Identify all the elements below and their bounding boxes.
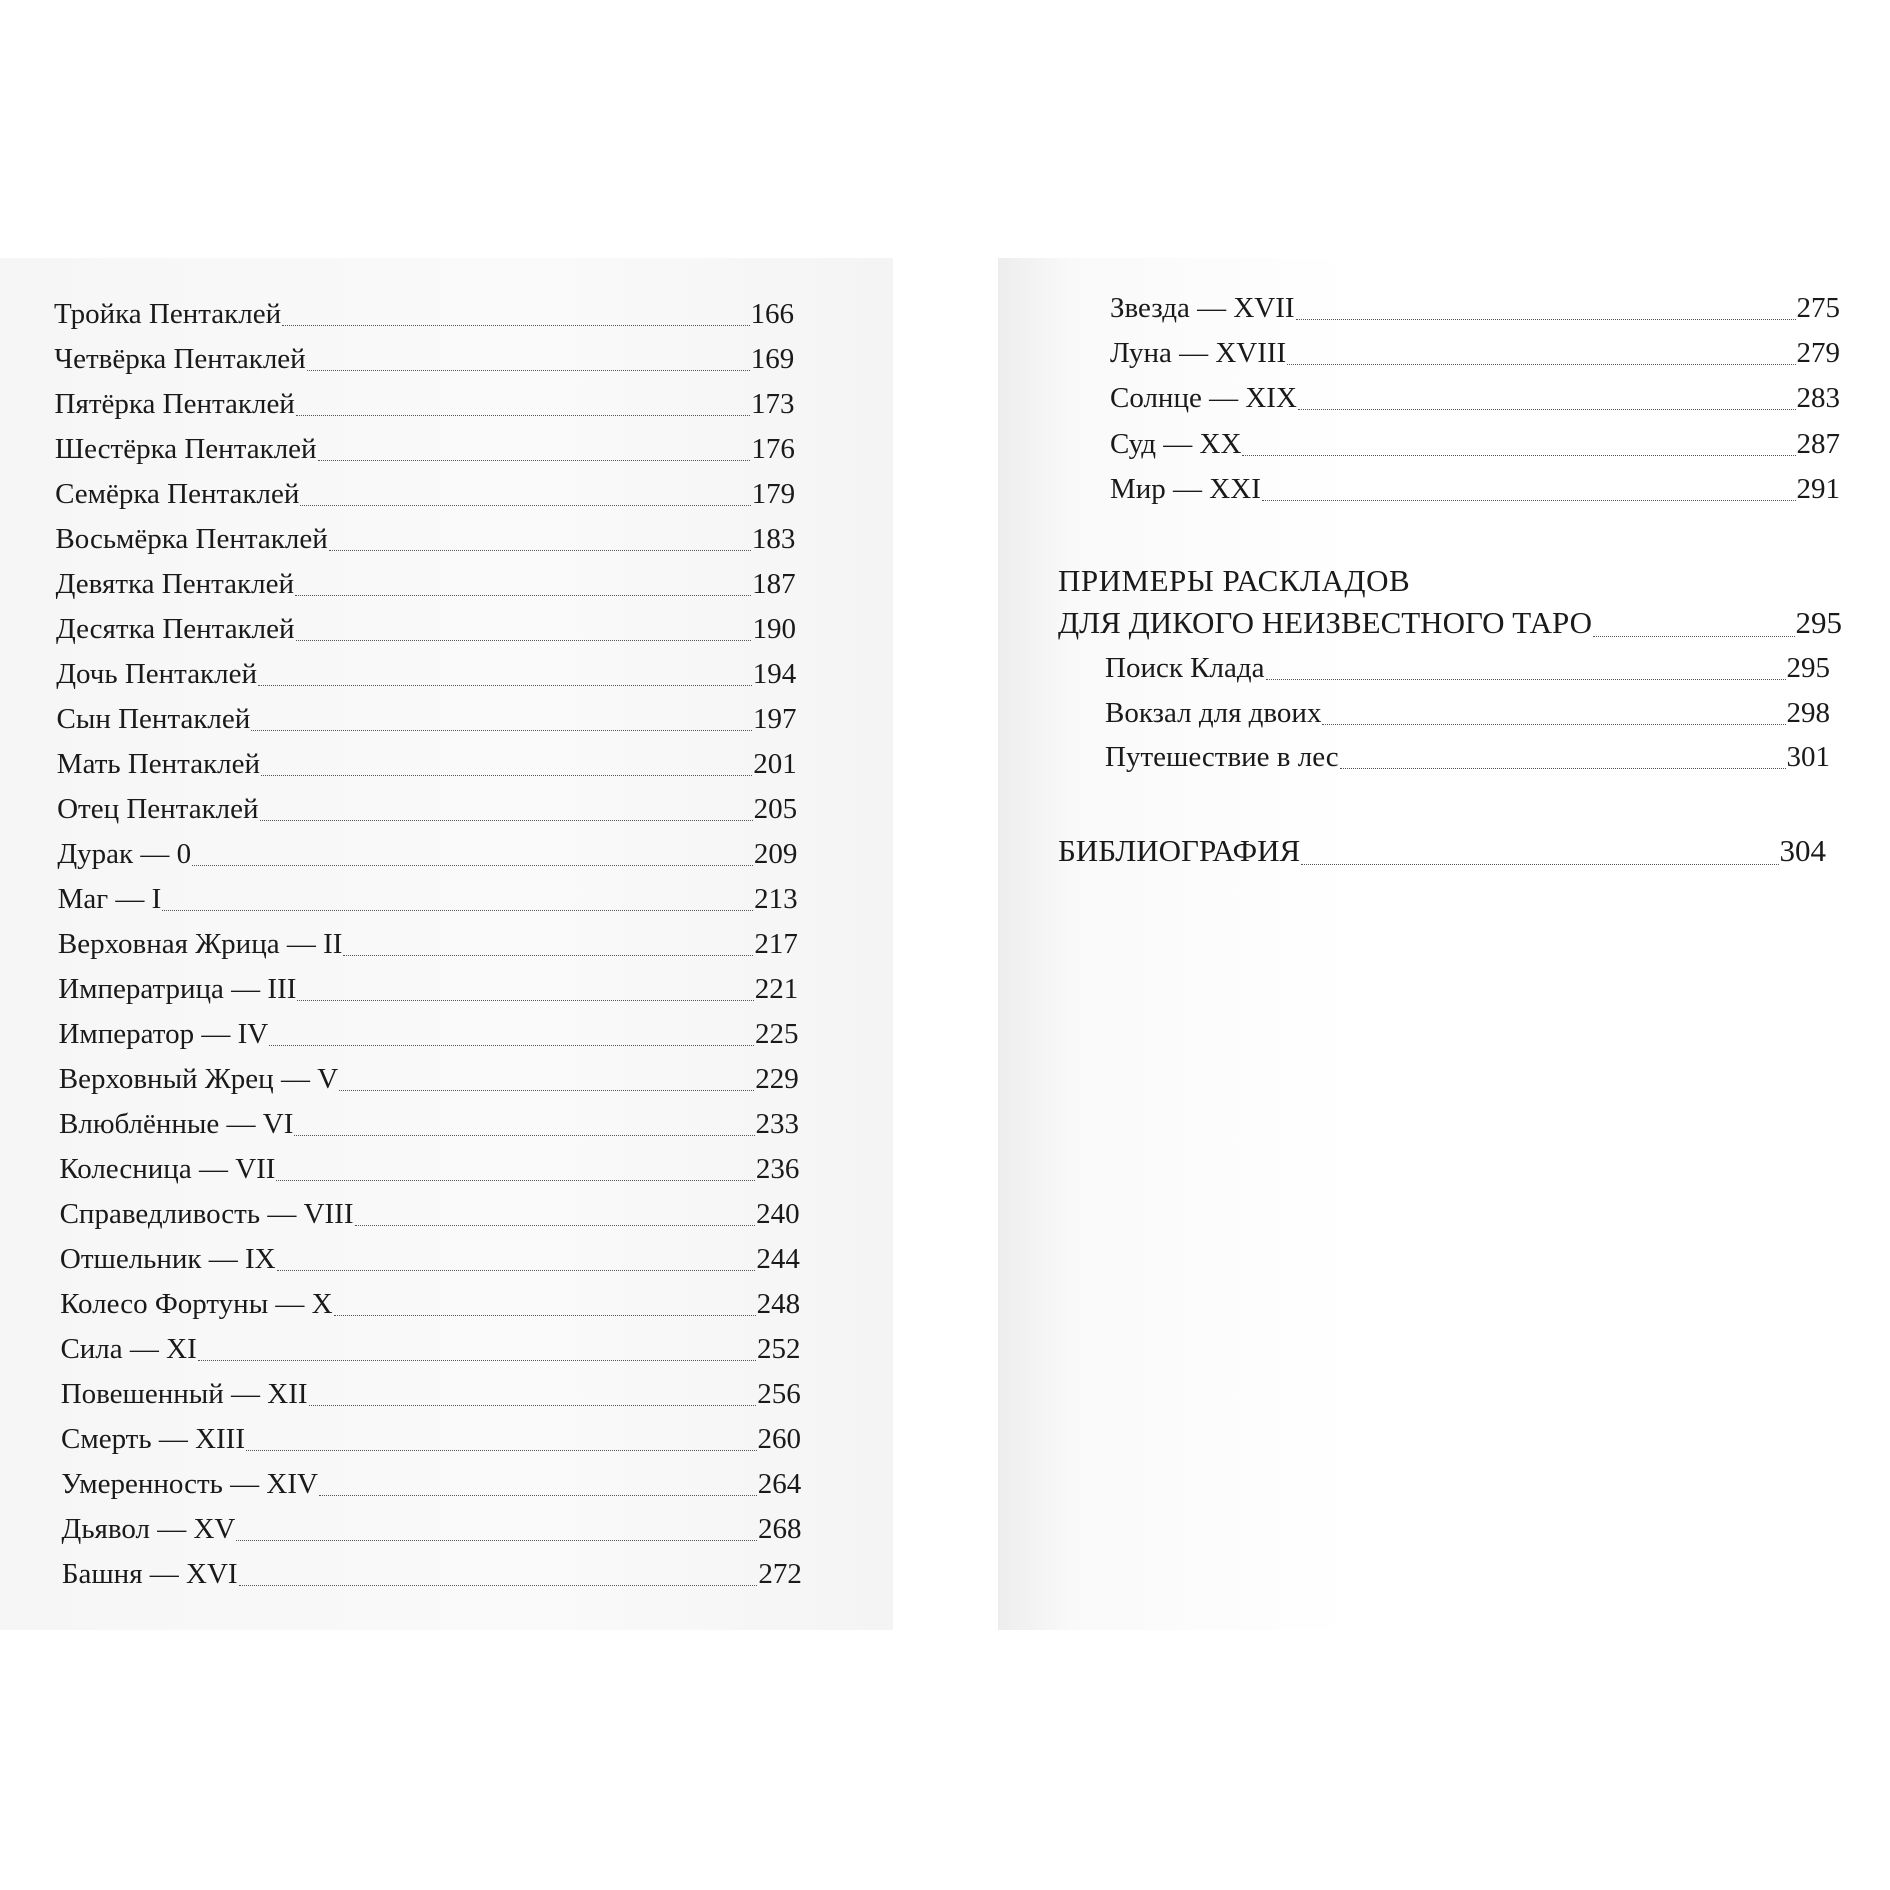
toc-entry-title: Сын Пентаклей bbox=[56, 703, 251, 735]
dot-leader bbox=[277, 1270, 756, 1271]
toc-entry-title: Верховный Жрец — V bbox=[58, 1063, 339, 1095]
spreads-heading-line1: ПРИМЕРЫ РАСКЛАДОВ bbox=[1058, 563, 1411, 598]
toc-entry-page: 173 bbox=[751, 388, 795, 420]
toc-entry bbox=[61, 1467, 801, 1501]
bibliography-entry bbox=[1058, 832, 1826, 870]
dot-leader bbox=[251, 730, 752, 731]
bibliography-title: БИБЛИОГРАФИЯ bbox=[1058, 833, 1301, 868]
dot-leader bbox=[1296, 319, 1796, 320]
toc-entry-page: 236 bbox=[755, 1153, 800, 1185]
dot-leader bbox=[282, 325, 749, 326]
toc-entry-title: Колесо Фортуны — X bbox=[60, 1288, 333, 1320]
toc-entry bbox=[55, 522, 795, 556]
toc-entry-title: Влюблённые — VI bbox=[59, 1108, 294, 1140]
dot-leader bbox=[276, 1180, 754, 1181]
toc-entry-title: Звезда — XVII bbox=[1110, 292, 1295, 324]
toc-entry bbox=[58, 1017, 798, 1051]
dot-leader bbox=[1242, 455, 1795, 456]
toc-entry-page: 221 bbox=[754, 973, 799, 1005]
toc-entry-title: Семёрка Пентаклей bbox=[55, 478, 300, 510]
dot-leader bbox=[269, 1045, 754, 1046]
toc-entry bbox=[54, 297, 794, 331]
toc-entry bbox=[56, 657, 796, 691]
toc-entry bbox=[1105, 651, 1830, 685]
dot-leader bbox=[355, 1225, 756, 1226]
toc-entry bbox=[59, 1107, 799, 1141]
toc-entry bbox=[61, 1377, 801, 1411]
toc-entry bbox=[1110, 291, 1840, 325]
dot-leader bbox=[329, 550, 751, 551]
toc-entry bbox=[61, 1422, 801, 1456]
toc-entry-page: 166 bbox=[750, 298, 794, 330]
toc-entry bbox=[55, 477, 795, 511]
toc-entry bbox=[57, 792, 797, 826]
dot-leader bbox=[307, 370, 750, 371]
dot-leader bbox=[198, 1360, 756, 1361]
toc-entry-page: 256 bbox=[757, 1378, 801, 1410]
toc-entry bbox=[1105, 740, 1830, 774]
toc-entry-page: 298 bbox=[1786, 696, 1830, 729]
toc-entry-title: Луна — XVIII bbox=[1110, 337, 1287, 370]
toc-entry-page: 217 bbox=[754, 928, 798, 960]
toc-entry-page: 190 bbox=[752, 613, 796, 645]
dot-leader bbox=[162, 910, 753, 911]
toc-entry-page: 252 bbox=[756, 1333, 801, 1365]
toc-entry-title: Смерть — XIII bbox=[61, 1423, 245, 1455]
toc-entry-page: 272 bbox=[758, 1558, 802, 1590]
dot-leader bbox=[1340, 768, 1786, 769]
dot-leader bbox=[339, 1090, 754, 1091]
toc-entry-page: 287 bbox=[1796, 427, 1840, 460]
toc-entry bbox=[59, 1152, 799, 1186]
toc-entry bbox=[60, 1242, 800, 1276]
dot-leader bbox=[343, 955, 753, 956]
dot-leader bbox=[319, 1495, 757, 1496]
toc-entry-page: 225 bbox=[754, 1018, 799, 1050]
toc-entry-page: 233 bbox=[755, 1108, 800, 1140]
toc-entry-title: Мир — XXI bbox=[1110, 472, 1261, 505]
dot-leader bbox=[1287, 364, 1795, 365]
dot-leader bbox=[296, 415, 750, 416]
toc-entry-title: Восьмёрка Пентаклей bbox=[55, 523, 328, 555]
toc-entry-page: 169 bbox=[750, 343, 795, 375]
toc-entry-page: 183 bbox=[751, 523, 796, 555]
toc-entry-title: Девятка Пентаклей bbox=[55, 568, 294, 600]
toc-entry-page: 283 bbox=[1796, 382, 1840, 415]
toc-entry bbox=[1110, 427, 1840, 461]
dot-leader bbox=[296, 640, 752, 641]
toc-entry-title: Колесница — VII bbox=[59, 1153, 276, 1185]
toc-entry-page: 179 bbox=[751, 478, 796, 510]
toc-entry-page: 201 bbox=[753, 748, 797, 780]
toc-entry bbox=[58, 972, 798, 1006]
toc-entry-title: Башня — XVI bbox=[61, 1558, 238, 1590]
toc-entry-title: Тройка Пентаклей bbox=[54, 298, 282, 330]
dot-leader bbox=[239, 1585, 758, 1586]
toc-entry-title: Дьявол — XV bbox=[61, 1513, 236, 1545]
toc-entry bbox=[1110, 472, 1840, 506]
toc-entry bbox=[1110, 381, 1840, 415]
toc-entry-title: Суд — XX bbox=[1110, 427, 1242, 460]
toc-entry-title: Отец Пентаклей bbox=[57, 793, 259, 825]
toc-entry bbox=[60, 1287, 800, 1321]
toc-entry-title: Император — IV bbox=[58, 1018, 269, 1050]
toc-entry-page: 240 bbox=[756, 1198, 800, 1230]
toc-entry-title: Императрица — III bbox=[58, 973, 297, 1005]
toc-entry-title: Дочь Пентаклей bbox=[56, 658, 258, 690]
dot-leader bbox=[1301, 864, 1778, 865]
toc-entry-title: Верховная Жрица — II bbox=[57, 928, 343, 960]
toc-entry-page: 229 bbox=[755, 1063, 799, 1095]
toc-entry-page: 244 bbox=[756, 1243, 800, 1275]
toc-entry bbox=[62, 1512, 802, 1546]
toc-entry-title: Шестёрка Пентаклей bbox=[54, 433, 317, 465]
toc-entry-title: Вокзал для двоих bbox=[1105, 696, 1322, 729]
dot-leader bbox=[295, 595, 751, 596]
toc-entry bbox=[58, 882, 798, 916]
toc-entry-title: Отшельник — IX bbox=[59, 1243, 276, 1275]
toc-entry-title: Пятёрка Пентаклей bbox=[54, 388, 295, 420]
dot-leader bbox=[1298, 409, 1796, 410]
dot-leader bbox=[334, 1315, 756, 1316]
toc-entry-title: Сила — XI bbox=[60, 1333, 197, 1365]
toc-entry bbox=[1110, 336, 1840, 370]
dot-leader bbox=[261, 775, 752, 776]
dot-leader bbox=[294, 1135, 754, 1136]
spreads-heading-entry bbox=[1058, 604, 1842, 642]
toc-entry bbox=[57, 747, 797, 781]
toc-entry bbox=[57, 837, 797, 871]
dot-leader bbox=[318, 460, 751, 461]
toc-entry-page: 197 bbox=[753, 703, 797, 735]
toc-entry bbox=[58, 927, 798, 961]
toc-entry-title: Повешенный — XII bbox=[60, 1378, 308, 1410]
toc-entry bbox=[56, 567, 796, 601]
dot-leader bbox=[246, 1450, 757, 1451]
toc-entry-title: Маг — I bbox=[57, 883, 162, 915]
dot-leader bbox=[1262, 500, 1796, 501]
spreads-heading-page: 295 bbox=[1795, 605, 1842, 640]
dot-leader bbox=[236, 1540, 757, 1541]
toc-entry bbox=[1105, 696, 1830, 730]
toc-entry bbox=[54, 342, 794, 376]
toc-entry-page: 248 bbox=[756, 1288, 801, 1320]
toc-entry-page: 176 bbox=[751, 433, 795, 465]
toc-entry-page: 279 bbox=[1796, 337, 1840, 370]
dot-leader bbox=[1322, 724, 1785, 725]
toc-entry-title: Поиск Клада bbox=[1105, 652, 1265, 684]
toc-entry-title: Десятка Пентаклей bbox=[55, 613, 295, 645]
toc-entry-page: 187 bbox=[752, 568, 796, 600]
toc-entry bbox=[62, 1557, 802, 1591]
dot-leader bbox=[297, 1000, 753, 1001]
toc-entry-title: Умеренность — XIV bbox=[61, 1468, 318, 1500]
dot-leader bbox=[192, 865, 753, 866]
toc-entry-title: Путешествие в лес bbox=[1105, 741, 1339, 773]
toc-entry-page: 291 bbox=[1796, 472, 1840, 505]
toc-entry bbox=[57, 702, 797, 736]
right-page bbox=[998, 258, 1890, 1630]
toc-entry-page: 209 bbox=[753, 838, 798, 870]
toc-entry-page: 301 bbox=[1786, 741, 1830, 773]
toc-entry-page: 268 bbox=[758, 1513, 802, 1545]
dot-leader bbox=[260, 820, 753, 821]
dot-leader bbox=[258, 685, 752, 686]
toc-entry-page: 275 bbox=[1796, 292, 1840, 324]
toc-entry-page: 194 bbox=[752, 658, 797, 690]
toc-entry-page: 205 bbox=[753, 793, 798, 825]
dot-leader bbox=[300, 505, 750, 506]
toc-entry-page: 295 bbox=[1786, 652, 1830, 684]
toc-entry bbox=[59, 1062, 799, 1096]
toc-entry-title: Четвёрка Пентаклей bbox=[54, 343, 306, 375]
toc-entry bbox=[55, 432, 795, 466]
toc-entry-page: 264 bbox=[757, 1468, 802, 1500]
toc-entry-page: 213 bbox=[754, 883, 798, 915]
toc-entry-page: 260 bbox=[757, 1423, 801, 1455]
toc-entry-title: Справедливость — VIII bbox=[59, 1198, 354, 1230]
dot-leader bbox=[1266, 679, 1786, 680]
spreads-heading-line2: ДЛЯ ДИКОГО НЕИЗВЕСТНОГО ТАРО bbox=[1058, 605, 1593, 640]
toc-entry-title: Солнце — XIX bbox=[1110, 382, 1297, 415]
dot-leader bbox=[1593, 636, 1794, 637]
toc-entry bbox=[60, 1332, 800, 1366]
toc-entry bbox=[56, 612, 796, 646]
toc-entry-title: Мать Пентаклей bbox=[56, 748, 261, 780]
toc-entry-title: Дурак — 0 bbox=[57, 838, 192, 870]
toc-entry bbox=[55, 387, 795, 421]
bibliography-page: 304 bbox=[1779, 833, 1826, 868]
dot-leader bbox=[309, 1405, 757, 1406]
toc-entry bbox=[60, 1197, 800, 1231]
